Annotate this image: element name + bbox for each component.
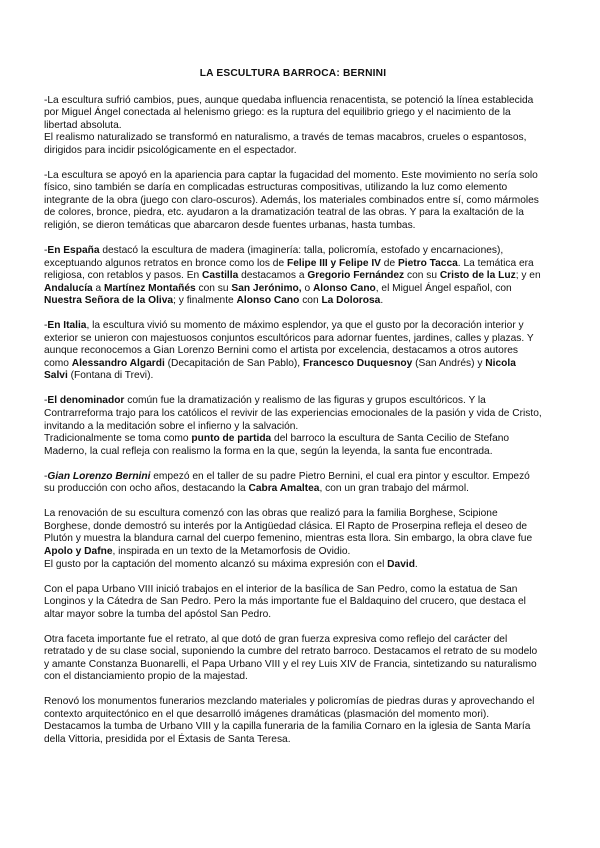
text-run: -La escultura se apoyó en la apariencia para captar la fugacidad del momento. Este movimiento no sería solo físico, sino también se daría en complicadas estructuras compositivas, utilizando la luz como elemento integrante de la obra (juego con claro-oscuros). Además, los materiales combinados entre sí, como mármoles de colores, bronce, piedra, etc. ayudaron a la dramatización teatral de las obras. Y para la exaltación de la religión, se dieron temáticas que abarcaron desde fuentes urbanas, hasta tumbas.: [44, 169, 539, 231]
paragraph: [44, 634, 542, 684]
text-run: -: [44, 470, 48, 482]
bold-text: Alonso Cano: [312, 282, 376, 294]
paragraph: [44, 508, 542, 571]
bold-text: Martínez Montañés: [104, 282, 196, 294]
text-run: , el Miguel Ángel español, con: [375, 282, 512, 294]
text-run: de: [380, 257, 398, 269]
paragraph-line: [44, 395, 542, 433]
text-run: del barroco la escultura de Santa Cecilio de Stefano Maderno, la cual refleja con realismo la forma en la que, según la leyenda, la santa fue encontrada.: [44, 433, 510, 457]
text-run: -La escultura sufrió cambios, pues, aunque quedaba influencia renacentista, se potenció la línea establecida por Miguel Ángel conectada al helenismo griego: es la ruptura del equilibrio griego y el nacimiento de la libertad absoluta.: [44, 94, 534, 131]
text-run: , inspirada en un texto de la Metamorfosis de Ovidio.: [112, 545, 351, 557]
bold-text: Alonso Cano: [236, 295, 300, 307]
bold-text: La Dolorosa: [321, 295, 381, 307]
bold-text: Castilla: [202, 270, 239, 282]
text-run: empezó en el taller de su padre Pietro Bernini, el cual era pintor y escultor. Empezó su producción con ocho años, destacando la: [44, 470, 530, 495]
paragraph-line: [44, 132, 542, 157]
paragraph: [44, 471, 542, 496]
text-run: , con un gran trabajo del mármol.: [319, 483, 469, 495]
document-body: [44, 95, 542, 747]
text-run: Tradicionalmente se toma como: [44, 433, 192, 445]
text-run: .: [380, 295, 384, 307]
document-title: LA ESCULTURA BARROCA: BERNINI: [199, 68, 387, 79]
text-run: El gusto por la captación del momento alcanzó su máxima expresión con el: [44, 558, 388, 570]
bold-text: punto de partida: [191, 433, 272, 445]
paragraph-line: [44, 584, 542, 622]
bold-text: Cristo de la Luz: [439, 270, 516, 282]
bold-text: Nicola Salvi: [44, 357, 516, 382]
text-run: .: [414, 558, 418, 570]
paragraph-line: [44, 170, 542, 233]
text-run: a: [92, 282, 105, 294]
text-run: ; y en: [515, 270, 541, 282]
text-run: -: [44, 320, 48, 332]
text-run: Con el papa Urbano VIII inició trabajos en el interior de la basílica de San Pedro, como la estatua de San Longinos y la Cátedra de San Pedro. Pero la más importante fue el Baldaquino del crucero, que destaca el altar mayor sobre la tumba del apóstol San Pedro.: [44, 583, 526, 620]
paragraph-line: [44, 559, 542, 572]
bold-text: Gregorio Fernández: [307, 270, 405, 282]
text-run: Renovó los monumentos funerarios mezclando materiales y policromías de piedras duras y aprovechando el contexto arquitectónico en el que desarrolló imágenes dramáticas (plasmación del momento mori). Destacamos la tumba de Urbano VIII y la capilla funeraria de la familia Cornaro en la iglesia de Santa María della Vittoria, presidida por el Éxtasis de Santa Teresa.: [44, 696, 535, 746]
text-run: ; y finalmente: [173, 295, 237, 307]
text-run: (San Andrés) y: [412, 357, 486, 369]
bold-text: El denominador: [47, 395, 125, 407]
text-run: (Fontana di Trevi).: [67, 370, 154, 382]
text-run: . La temática era religiosa, con retablos y pasos. En: [44, 257, 534, 282]
text-run: común fue la dramatización y realismo de las figuras y grupos escultóricos. Y la Contrarreforma trajo para los católicos el revivir de las experiencias emocionales de la pasión y vida de Cristo, invitando a la meditación sobre el infierno y la salvación.: [44, 395, 542, 432]
text-run: La renovación de su escultura comenzó con las obras que realizó para la familia Borghese, Scipione Borghese, donde demostró su interés por la Antigüedad clásica. El Rapto de Proserpina refleja el deseo de Plutón y muestra la blandura carnal del cuerpo femenino, mientras esta llora. Sin embargo, la obra clave fue: [44, 508, 533, 545]
paragraph: [44, 584, 542, 622]
paragraph: [44, 696, 542, 746]
bold-text: Cabra Amaltea: [248, 483, 320, 495]
paragraph-line: [44, 508, 542, 558]
paragraph: [44, 395, 542, 458]
text-run: destacamos a: [238, 270, 308, 282]
paragraph-line: [44, 245, 542, 308]
text-run: , la escultura vivió su momento de máximo esplendor, ya que el gusto por la decoración interior y exterior se unieron con majestuosos conjuntos escultóricos para adornar fuentes, jardines, calles y plazas. Y aunque reconocemos a Gian Lorenzo Bernini como el artista por excelencia, destacamos a otros autores como: [44, 320, 534, 369]
paragraph-line: [44, 320, 542, 383]
paragraph: [44, 170, 542, 233]
paragraph-line: [44, 634, 542, 684]
paragraph: [44, 320, 542, 383]
paragraph-line: [44, 696, 542, 746]
text-run: destacó la escultura de madera (imaginería: talla, policromía, estofado y encarnaciones), exceptuando algunos retratos en bronce como los de: [44, 245, 504, 269]
bold-text: Felipe III y Felipe IV: [286, 257, 381, 269]
bold-text: Gian Lorenzo Bernini: [47, 470, 151, 482]
text-run: El realismo naturalizado se transformó en naturalismo, a través de temas macabros, crueles o espantosos, dirigidos para incidir psicológicamente en el espectador.: [44, 132, 527, 156]
paragraph: [44, 95, 542, 158]
paragraph-line: [44, 471, 542, 496]
text-run: con: [299, 295, 322, 307]
bold-text: San Jerónimo,: [231, 282, 302, 294]
bold-text: Pietro Tacca: [397, 257, 458, 269]
text-run: con su: [195, 282, 232, 294]
bold-text: Nuestra Señora de la Oliva: [44, 295, 174, 307]
bold-text: En Italia: [47, 320, 87, 332]
paragraph-line: [44, 433, 542, 458]
text-run: con su: [404, 270, 440, 282]
paragraph-line: [44, 95, 542, 133]
text-run: (Decapitación de San Pablo),: [164, 357, 303, 369]
bold-text: Alessandro Algardi: [71, 357, 165, 369]
bold-text: En España: [47, 245, 100, 257]
text-run: o: [301, 282, 313, 294]
bold-text: David: [387, 558, 415, 570]
bold-text: Andalucía: [44, 282, 93, 294]
bold-text: Apolo y Dafne: [44, 545, 113, 557]
text-run: Otra faceta importante fue el retrato, al que dotó de gran fuerza expresiva como reflejo del carácter del retratado y de su clase social, suponiendo la cumbre del retrato barroco. Destacamos el retrato de su modelo y amante Constanza Buonarelli, el Papa Urbano VIII y el rey Luis XIV de Francia, sintetizando su naturalismo con el distanciamiento propio de la majestad.: [44, 633, 538, 683]
bold-text: Francesco Duquesnoy: [302, 357, 413, 369]
text-run: -: [44, 395, 48, 407]
text-run: -: [44, 245, 48, 257]
paragraph: [44, 245, 542, 308]
